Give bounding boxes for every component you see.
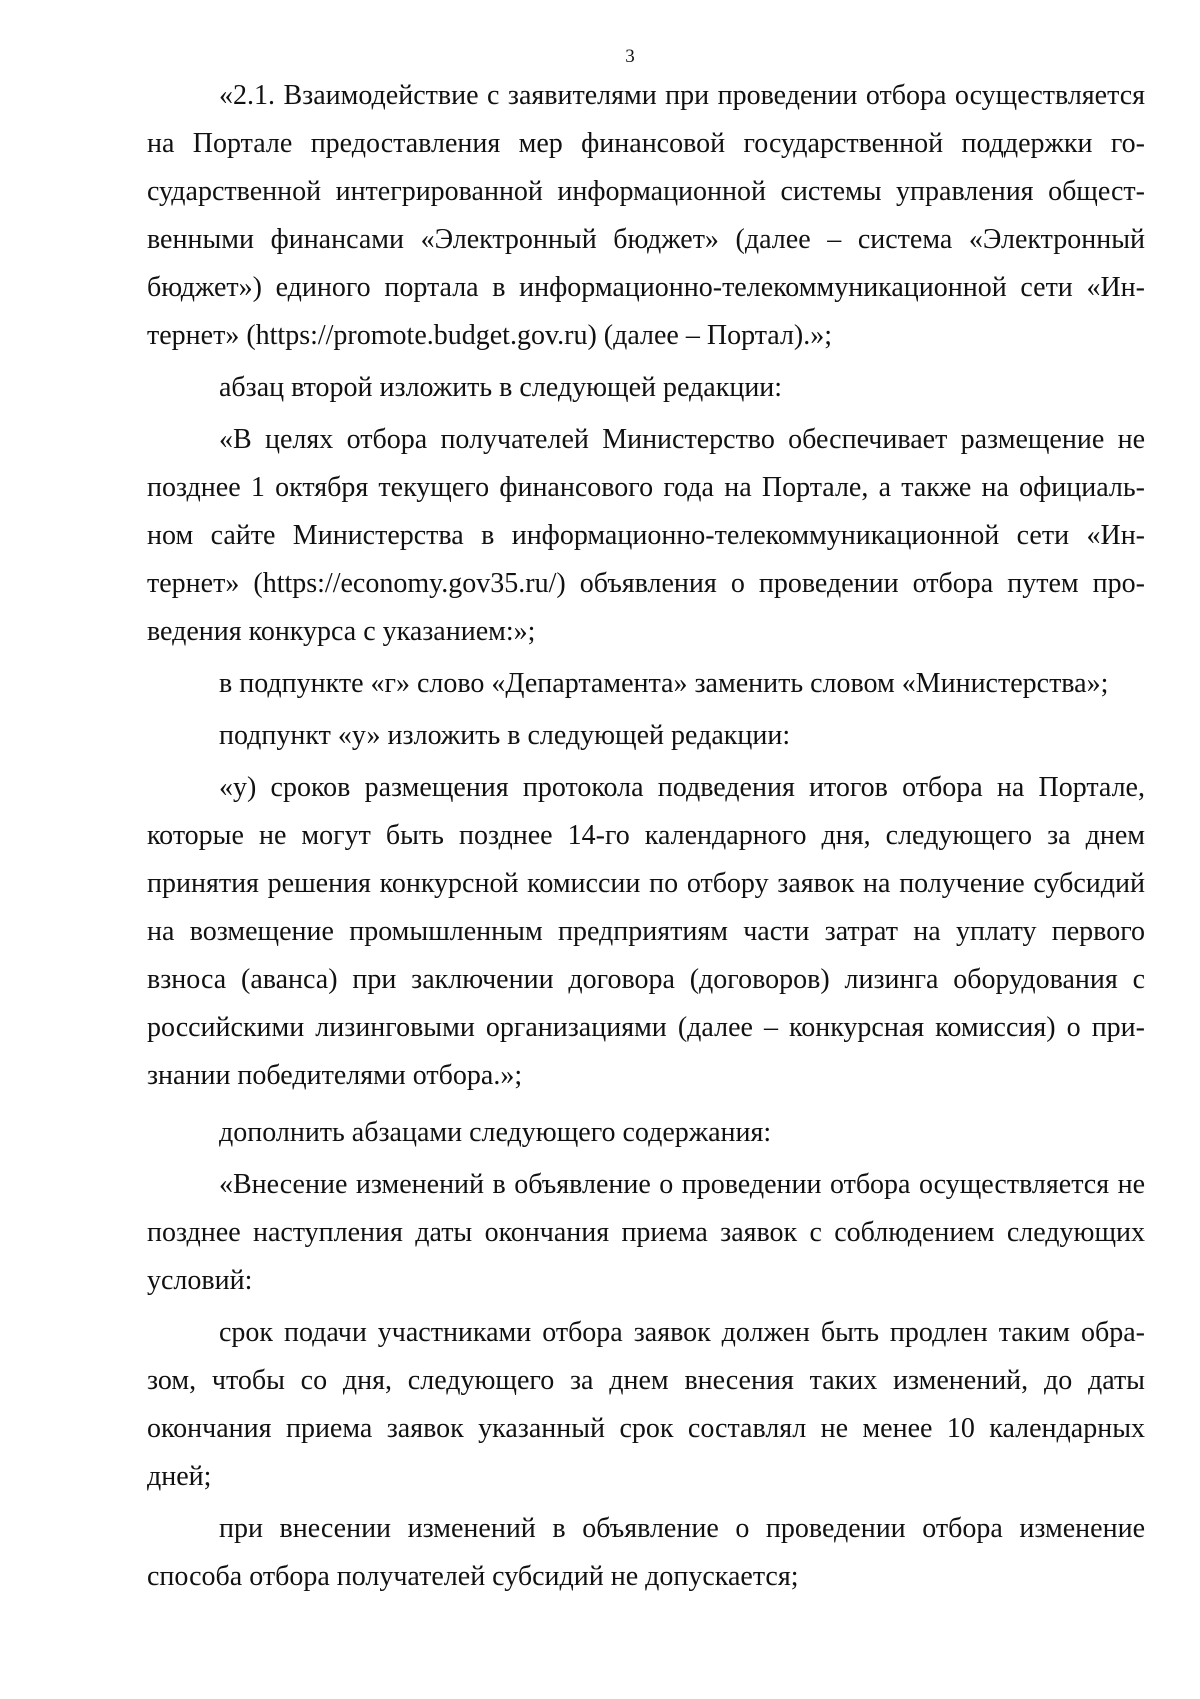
paragraph-2-1: «2.1. Взаимодействие с заявителями при проведении отбора осуществляется на Портале предоставления мер финансовой государственной поддержки государственной интегрированной информационной системы управления общественными финансами «Электронный бюджет» (далее – система «Электронный бюджет») единого портала в информационно-телекоммуникационной сети «Интернет» (https://promote.budget.gov.ru) (далее – Портал).»; [147,80,1145,351]
paragraph-changes-announcement: «Внесение изменений в объявление о проведении отбора осуществляется не позднее наступления даты окончания приема заявок с соблюдением следующих условий: [147,1169,1145,1296]
document-body [147,72,1145,1601]
page-number: 3 [625,46,635,67]
paragraph-instruction-add: дополнить абзацами следующего содержания: [219,1117,772,1148]
paragraph-instruction-podpunkt-u: подпункт «у» изложить в следующей редакции: [219,720,791,751]
paragraph-selection-announcement: «В целях отбора получателей Министерство обеспечивает размещение не позднее 1 октября текущего финансового года на Портале, а также на официальном сайте Министерства в информационно-телекоммуникационной сети «Интернет» (https://economy.gov35.ru/) объявления о проведении отбора путем проведения конкурса с указанием:»; [147,424,1145,647]
paragraph-deadline-extension: срок подачи участниками отбора заявок должен быть продлен таким образом, чтобы со дня, следующего за днем внесения таких изменений, до даты окончания приема заявок указанный срок составлял не менее 10 календарных дней; [147,1317,1145,1492]
paragraph-instruction-abzac-2: абзац второй изложить в следующей редакции: [219,372,783,403]
paragraph-instruction-podpunkt-g: в подпункте «г» слово «Департамента» заменить словом «Министерства»; [219,668,1109,699]
paragraph-method-change: при внесении изменений в объявление о проведении отбора изменение способа отбора получателей субсидий не допускается; [147,1513,1145,1592]
paragraph-podpunkt-u-text: «у) сроков размещения протокола подведения итогов отбора на Портале, которые не могут быть позднее 14-го календарного дня, следующего за днем принятия решения конкурсной комиссии по отбору заявок на получение субсидий на возмещение промышленным предприятиям части затрат на уплату первого взноса (аванса) при заключении договора (договоров) лизинга оборудования с российскими лизинговыми организациями (далее – конкурсная комиссия) о признании победителями отбора.»; [147,772,1145,1091]
